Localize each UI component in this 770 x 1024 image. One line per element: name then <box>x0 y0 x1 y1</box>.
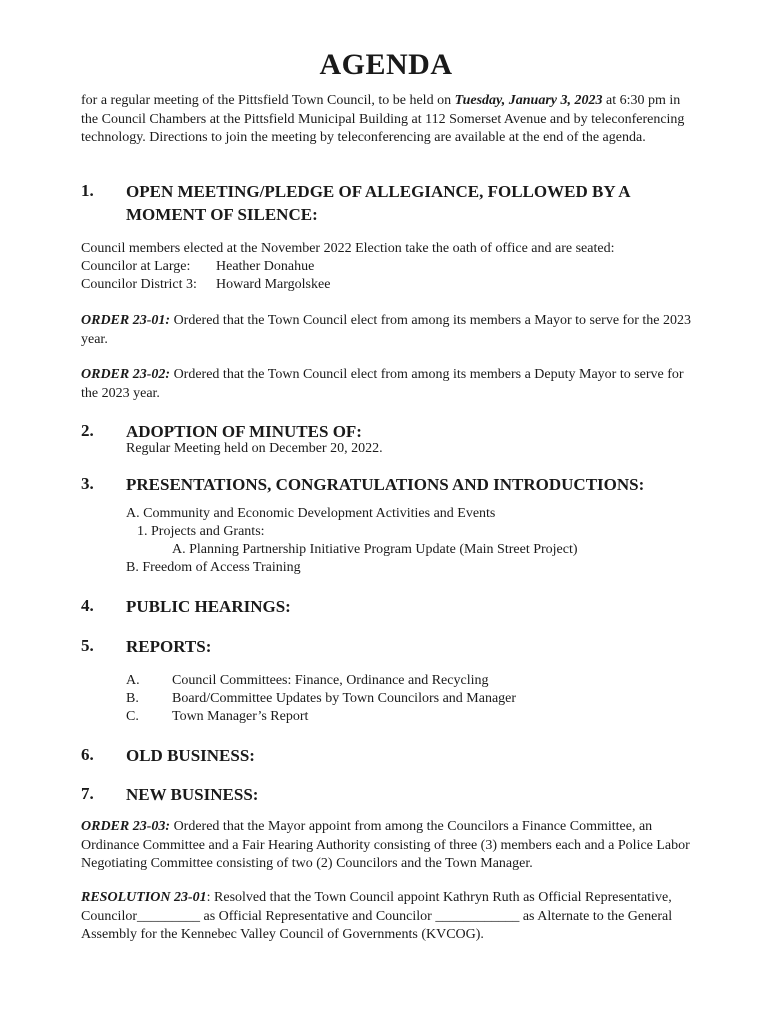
resolution-label: RESOLUTION 23-01 <box>81 890 207 905</box>
order-23-02-label: ORDER 23-02: <box>81 367 171 382</box>
order-23-02 <box>81 366 691 403</box>
section-4-number: 4. <box>81 596 94 615</box>
seat-name-2: Howard Margolskee <box>216 277 331 292</box>
order-23-03 <box>81 818 691 874</box>
resolution-23-01 <box>81 889 691 945</box>
page-title: AGENDA <box>319 48 453 81</box>
seat-role-1: Councilor at Large: <box>81 259 191 274</box>
report-item-a: Council Committees: Finance, Ordinance and Recycling <box>172 673 489 688</box>
report-letter-a: A. <box>126 673 140 688</box>
report-letter-b: B. <box>126 691 139 706</box>
resolution-text-3: as Alternate to the General Assembly for the Kennebec Valley Council of Governments (KVCOG). <box>81 908 673 942</box>
presentation-subitem-1: 1. Projects and Grants: <box>137 524 265 539</box>
intro-text-after: at 6:30 pm in the Council Chambers at the Pittsfield Municipal Building at 112 Somerset Avenue and by teleconferencing technology. Directions to join the meeting by teleconferencing are available at the end of the agenda. <box>81 93 685 145</box>
meeting-date: Tuesday, January 3, 2023 <box>454 93 603 108</box>
report-letter-c: C. <box>126 709 139 724</box>
oath-text: Council members elected at the November 2022 Election take the oath of office and are seated: <box>81 241 615 256</box>
report-item-c: Town Manager’s Report <box>172 709 309 724</box>
report-item-b: Board/Committee Updates by Town Councilors and Manager <box>172 691 517 706</box>
resolution-text-1: : Resolved that the Town Council appoint Kathryn Ruth as Official Representative, Councilor <box>81 890 672 924</box>
intro-text-before: for a regular meeting of the Pittsfield Town Council, to be held on <box>81 93 455 108</box>
seat-role-2: Councilor District 3: <box>81 277 197 292</box>
section-6-title: OLD BUSINESS: <box>126 746 255 765</box>
section-7-title: NEW BUSINESS: <box>126 785 259 804</box>
order-23-01-text: Ordered that the Town Council elect from among its members a Mayor to serve for the 2023 year. <box>81 313 691 347</box>
section-2-number: 2. <box>81 421 94 440</box>
section-3-number: 3. <box>81 474 94 493</box>
intro-paragraph <box>81 92 691 148</box>
seat-name-1: Heather Donahue <box>216 259 315 274</box>
presentation-item-b: B. Freedom of Access Training <box>126 560 301 575</box>
minutes-item: Regular Meeting held on December 20, 2022. <box>126 441 383 456</box>
section-5-number: 5. <box>81 636 94 655</box>
section-6-number: 6. <box>81 745 94 764</box>
section-5-title: REPORTS: <box>126 637 212 656</box>
resolution-blank-1: _________ <box>137 908 200 924</box>
order-23-03-label: ORDER 23-03: <box>81 819 171 834</box>
presentation-item-a: A. Community and Economic Development Activities and Events <box>126 506 496 521</box>
order-23-03-text: Ordered that the Mayor appoint from among the Councilors a Finance Committee, an Ordinance Committee and a Fair Hearing Authority consisting of three (3) members each and a Police Labor Negotiating Committee consisting of two (2) Councilors and the Town Manager. <box>81 819 690 871</box>
section-7-number: 7. <box>81 784 94 803</box>
section-4-title: PUBLIC HEARINGS: <box>126 597 291 616</box>
order-23-01-label: ORDER 23-01: <box>81 313 171 328</box>
section-1-title: OPEN MEETING/PLEDGE OF ALLEGIANCE, FOLLOWED BY A MOMENT OF SILENCE: <box>126 182 630 224</box>
section-2-title: ADOPTION OF MINUTES OF: <box>126 422 362 441</box>
section-1-number: 1. <box>81 181 94 200</box>
section-3-title: PRESENTATIONS, CONGRATULATIONS AND INTRODUCTIONS: <box>126 475 645 494</box>
resolution-text-2: as Official Representative and Councilor <box>200 908 436 924</box>
presentation-subitem-a: A. Planning Partnership Initiative Program Update (Main Street Project) <box>172 542 578 557</box>
order-23-01 <box>81 312 691 349</box>
resolution-blank-2: ____________ <box>435 908 520 924</box>
order-23-02-text: Ordered that the Town Council elect from among its members a Deputy Mayor to serve for the 2023 year. <box>81 367 684 401</box>
